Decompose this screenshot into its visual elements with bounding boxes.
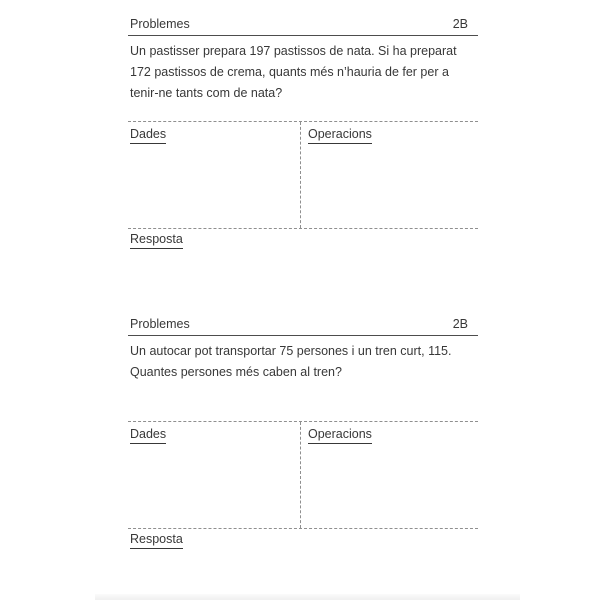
dades-label: Dades [130, 127, 166, 144]
worksheet-1-operacions-area [300, 122, 478, 228]
operacions-label: Operacions [308, 427, 372, 444]
problem-text-line: Un pastisser prepara 197 pastissos de nata. Si ha preparat [130, 44, 457, 58]
operacions-label: Operacions [308, 127, 372, 144]
worksheet-1-workbox [128, 121, 478, 229]
worksheet-2-dades-area [128, 422, 300, 528]
worksheet-2-operacions-area [300, 422, 478, 528]
problem-text-line: Un autocar pot transportar 75 persones i un tren curt, 115. [130, 344, 452, 358]
worksheet-2-workbox [128, 421, 478, 529]
worksheet-2-header [128, 317, 478, 336]
worksheet-1-header [128, 17, 478, 36]
worksheet-problem-2 [128, 317, 478, 577]
worksheet-2-problem-text [128, 341, 478, 383]
resposta-label: Resposta [130, 232, 183, 249]
dades-label: Dades [130, 427, 166, 444]
next-page-edge-shadow [95, 594, 520, 600]
worksheet-2-title: Problemes [130, 317, 190, 331]
worksheet-1-dades-area [128, 122, 300, 228]
worksheet-1-code: 2B [452, 17, 468, 31]
worksheet-2-code: 2B [452, 317, 468, 331]
problem-text-line: Quantes persones més caben al tren? [130, 365, 342, 379]
worksheet-2-resposta-area [128, 530, 183, 549]
resposta-label: Resposta [130, 532, 183, 549]
worksheet-1-problem-text [128, 41, 478, 104]
problem-text-line: 172 pastissos de crema, quants més n’hauria de fer per a [130, 65, 449, 79]
worksheet-1-title: Problemes [130, 17, 190, 31]
worksheet-1-resposta-area [128, 230, 183, 249]
worksheet-problem-1 [128, 17, 478, 277]
problem-text-line: tenir-ne tants com de nata? [130, 86, 283, 100]
